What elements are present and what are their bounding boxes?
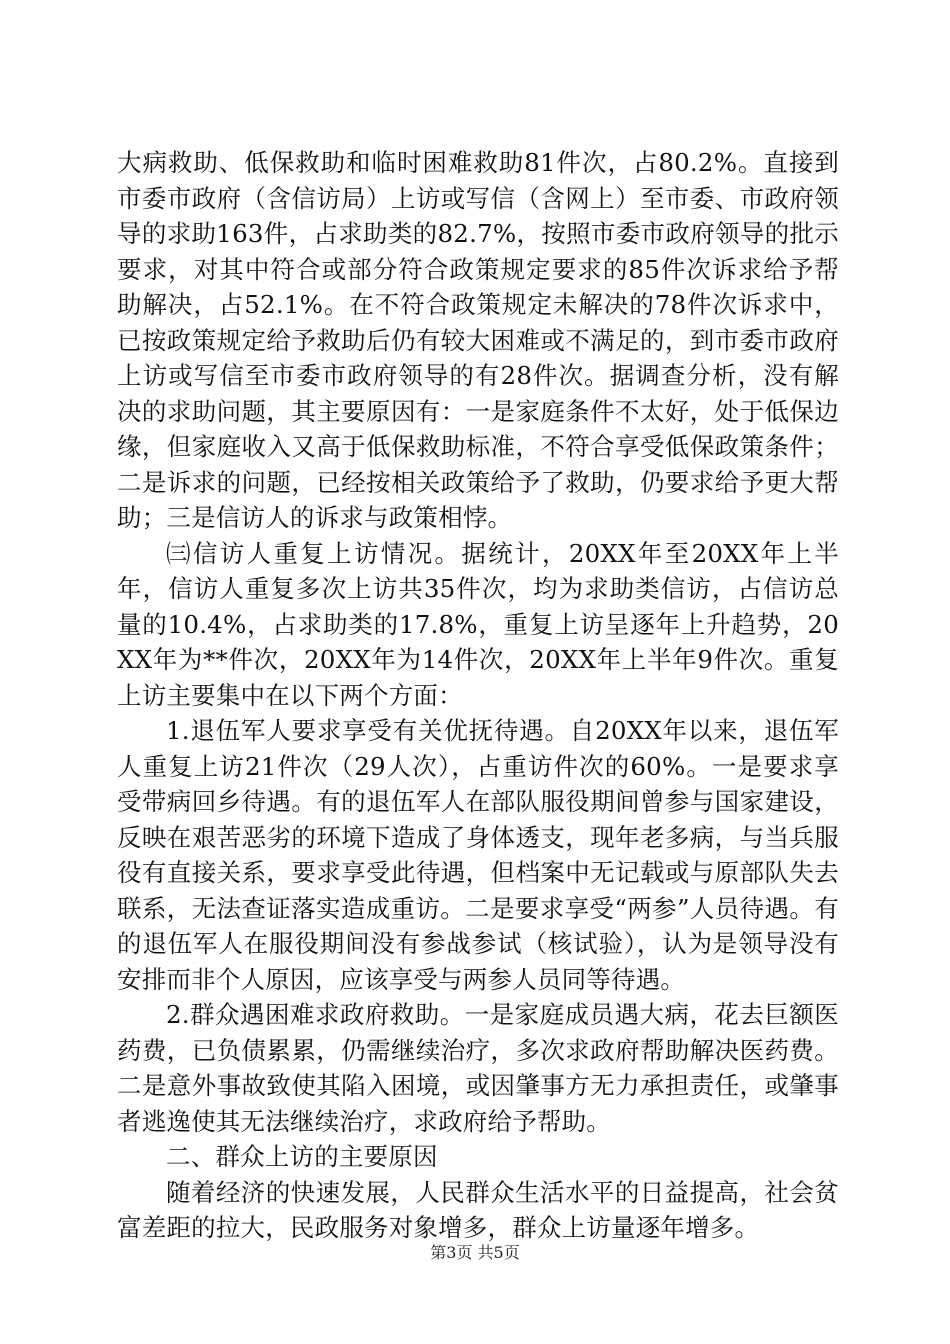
- paragraph-repeat-petitions: ㈢信访人重复上访情况。据统计，20XX年至20XX年上半年，信访人重复多次上访共35件次，均为求助类信访，占信访总量的10.4%，占求助类的17.8%，重复上访呈逐年上升趋势，20XX年为**件次，20XX年为14件次，20XX年上半年9件次。重复上访主要集中在以下两个方面：: [117, 538, 839, 710]
- paragraph-hardship-relief: 2.群众遇困难求政府救助。一是家庭成员遇大病，花去巨额医药费，已负债累累，仍需继续治疗，多次求政府帮助解决医药费。二是意外事故致使其陷入困境，或因肇事方无力承担责任，或肇事者逃逸使其无法继续治疗，求政府给予帮助。: [117, 1000, 839, 1136]
- section-heading-main-reasons: 二、群众上访的主要原因: [166, 1142, 438, 1171]
- paragraph-veterans: 1.退伍军人要求享受有关优抚待遇。自20XX年以来，退伍军人重复上访21件次（29人次），占重访件次的60%。一是要求享受带病回乡待遇。有的退伍军人在部队服役期间曾参与国家建设，反映在艰苦恶劣的环境下造成了身体透支，现年老多病，与当兵服役有直接关系，要求享受此待遇，但档案中无记载或与原部队失去联系，无法查证落实造成重访。二是要求享受“两参”人员待遇。有的退伍军人在服役期间没有参战参试（核试验），认为是领导没有安排而非个人原因，应该享受与两参人员同等待遇。: [117, 716, 839, 994]
- document-body: [117, 145, 839, 1246]
- paragraph-economic-development: 随着经济的快速发展，人民群众生活水平的日益提高，社会贫富差距的拉大，民政服务对象增多，群众上访量逐年增多。: [117, 1177, 839, 1242]
- page-number-footer: 第3页 共5页: [430, 1243, 520, 1262]
- paragraph-relief-statistics: 大病救助、低保救助和临时困难救助81件次，占80.2%。直接到市委市政府（含信访局）上访或写信（含网上）至市委、市政府领导的求助163件，占求助类的82.7%，按照市委市政府领导的批示要求，对其中符合或部分符合政策规定要求的85件次诉求给予帮助解决，占52.1%。在不符合政策规定未解决的78件次诉求中，已按政策规定给予救助后仍有较大困难或不满足的，到市委市政府上访或写信至市委市政府领导的有28件次。据调查分析，没有解决的求助问题，其主要原因有：一是家庭条件不太好，处于低保边缘，但家庭收入又高于低保救助标准，不符合享受低保政策条件；二是诉求的问题，已经按相关政策给予了救助，仍要求给予更大帮助；三是信访人的诉求与政策相悖。: [117, 148, 839, 532]
